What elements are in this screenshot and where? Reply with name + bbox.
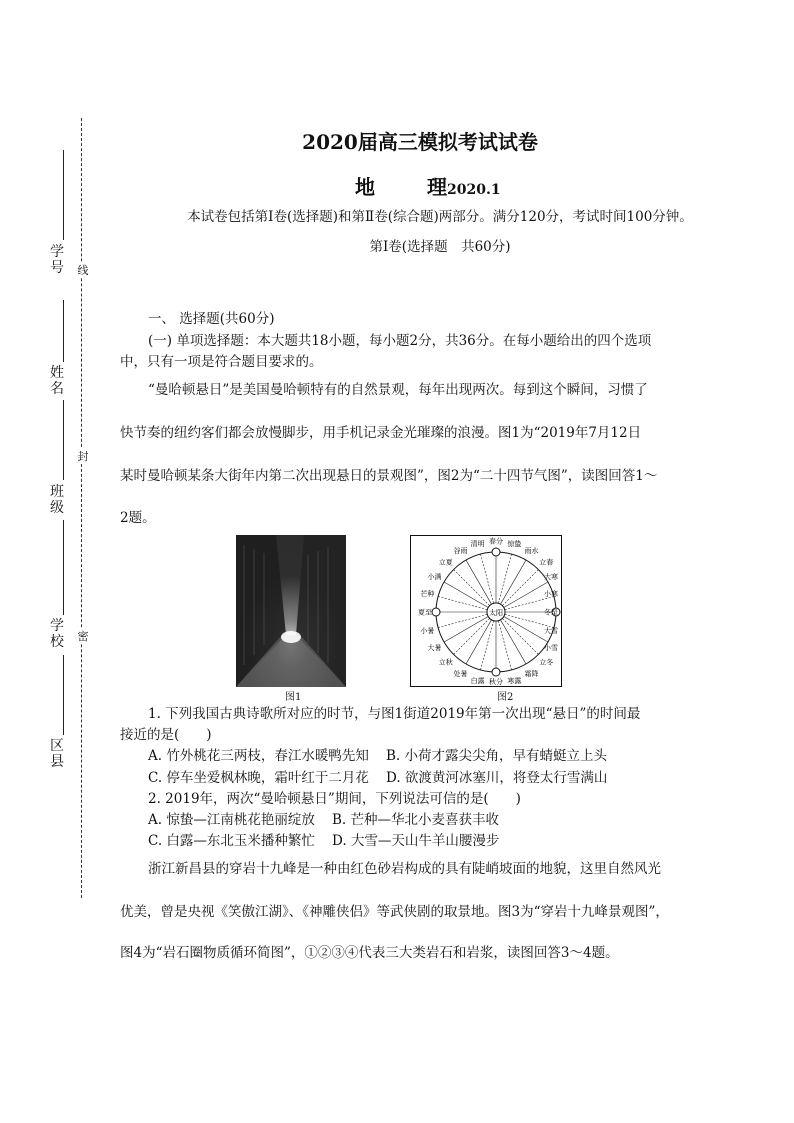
- term-spoke: [501, 620, 527, 664]
- term-label: 立夏: [438, 558, 453, 567]
- term-label: 寒露: [507, 677, 522, 686]
- term-spoke: [502, 570, 538, 606]
- passage1-line-4: 2题。: [120, 510, 156, 526]
- term-spoke: [438, 614, 487, 627]
- q1-option-a: A. 竹外桃花三两枝，春江水暖鸭先知: [148, 748, 369, 764]
- term-label: 冬至: [544, 608, 558, 617]
- term-spoke: [444, 617, 488, 643]
- q2-option-d: D. 大雪—天山牛羊山腰漫步: [332, 833, 500, 849]
- figure-1-photo: [236, 535, 346, 687]
- term-spoke: [480, 621, 493, 670]
- q1-stem-1: 1. 下列我国古典诗歌所对应的时节，与图1街道2019年第一次出现“悬日”的时间最: [148, 706, 641, 722]
- name-underline-lower: [63, 400, 64, 480]
- term-label: 立秋: [438, 658, 453, 667]
- subject-char-1: 地: [355, 175, 375, 199]
- term-label: 谷雨: [453, 547, 468, 556]
- passage2-line-3: 图4为“岩石圈物质循环简图”，①②③④代表三大类岩石和岩浆，读图回答3～4题。: [120, 945, 619, 961]
- earth-position-marker: [492, 548, 500, 556]
- term-spoke: [504, 617, 548, 643]
- figure-2-caption: 图2: [497, 692, 514, 703]
- term-label: 立春: [539, 558, 554, 567]
- term-spoke: [454, 570, 490, 606]
- term-label: 惊蛰: [507, 539, 522, 548]
- q2-option-a: A. 惊蛰—江南桃花艳丽绽放: [148, 812, 315, 828]
- exam-intro: 本试卷包括第Ⅰ卷(选择题)和第Ⅱ卷(综合题)两部分。满分120分，考试时间100分钟。: [187, 209, 693, 225]
- passage1-line-2: 快节奏的纽约客们都会放慢脚步，用手机记录金光璀璨的浪漫。图1为“2019年7月12日: [120, 425, 642, 441]
- section-heading: 一、 选择题(共60分): [148, 311, 275, 327]
- earth-position-marker: [432, 608, 440, 616]
- term-label: 处暑: [453, 669, 468, 678]
- passage1-line-3: 某时曼哈顿某条大街年内第二次出现悬日的景观图”，图2为“二十四节气图”，读图回答1～: [120, 468, 658, 484]
- term-label: 芒种: [420, 590, 435, 599]
- passage2-line-2: 优美，曾是央视《笑傲江湖》、《神雕侠侣》等武侠剧的取景地。图3为“穿岩十九峰景观图”，: [120, 904, 669, 920]
- q1-option-d: D. 欲渡黄河冰塞川，将登太行雪满山: [386, 770, 608, 786]
- q2-stem-1: 2. 2019年，两次“曼哈顿悬日”期间，下列说法可信的是( ): [148, 791, 521, 807]
- term-label: 霜降: [524, 669, 539, 678]
- seal-char-seal: 封: [77, 450, 89, 463]
- term-spoke: [498, 621, 511, 670]
- term-label: 清明: [470, 539, 485, 548]
- term-label: 白露: [470, 677, 485, 686]
- figure-2-diagram: [410, 535, 562, 687]
- term-label: 小暑: [420, 626, 435, 635]
- figure-1-caption: 图1: [285, 692, 302, 703]
- subject-heading: [355, 171, 501, 200]
- name-label: 姓名: [50, 365, 64, 397]
- exam-title: 2020届高三模拟考试试卷: [302, 130, 538, 154]
- q1-option-b: B. 小荷才露尖尖角，早有蜻蜓立上头: [386, 748, 608, 764]
- term-label: 大寒: [544, 573, 558, 581]
- seal-char-line: 线: [77, 264, 89, 277]
- solar-terms-wheel: [410, 535, 562, 687]
- term-label: 夏至: [418, 608, 432, 617]
- district-label: 区县: [50, 738, 64, 770]
- term-label: 春分: [489, 537, 503, 546]
- term-spoke: [504, 582, 548, 608]
- term-label: 大雪: [544, 626, 558, 635]
- term-label: 大暑: [427, 644, 442, 652]
- earth-position-marker: [492, 668, 500, 676]
- q1-option-c: C. 停车坐爱枫林晚，霜叶红于二月花: [148, 770, 369, 786]
- school-underline: [63, 655, 64, 735]
- passage2-line-1: 浙江新昌县的穿岩十九峰是一种由红色砂岩构成的具有陡峭坡面的地貌，这里自然风光: [148, 861, 661, 877]
- school-label: 学校: [50, 618, 64, 650]
- term-spoke: [498, 554, 511, 603]
- seal-char-secret: 密: [77, 630, 89, 643]
- term-spoke: [501, 560, 527, 604]
- binding-margin: [0, 0, 100, 1123]
- student-id-underline: [63, 150, 64, 240]
- passage1-line-1: “曼哈顿悬日”是美国曼哈顿特有的自然景观，每年出现两次。每到这个瞬间，习惯了: [148, 382, 648, 398]
- term-spoke: [466, 620, 492, 664]
- sun-label: 太阳: [489, 609, 503, 617]
- term-spoke: [438, 596, 487, 609]
- term-spoke: [502, 618, 538, 654]
- binding-dashed-line: [81, 118, 82, 898]
- name-underline: [63, 300, 64, 362]
- class-underline: [63, 520, 64, 615]
- term-label: 立冬: [539, 658, 554, 667]
- term-label: 小满: [427, 573, 442, 581]
- term-label: 小寒: [544, 590, 558, 599]
- section-instruction-2: 中，只有一项是符合题目要求的。: [120, 354, 323, 370]
- part1-heading: 第Ⅰ卷(选择题 共60分): [369, 239, 511, 255]
- term-label: 秋分: [489, 678, 503, 686]
- term-spoke: [454, 618, 490, 654]
- term-spoke: [480, 554, 493, 603]
- q2-option-c: C. 白露—东北玉米播种繁忙: [148, 833, 315, 849]
- student-id-label: 学号: [50, 244, 64, 276]
- term-label: 雨水: [524, 547, 539, 556]
- q1-stem-2: 接近的是( ): [120, 727, 212, 743]
- section-instruction-1: (一) 单项选择题：本大题共18小题，每小题2分，共36分。在每小题给出的四个选项: [148, 333, 652, 349]
- exam-date: 2020.1: [447, 182, 501, 198]
- term-label: 小雪: [544, 644, 558, 652]
- term-spoke: [466, 560, 492, 604]
- subject-char-2: 理: [427, 175, 447, 199]
- class-label: 班级: [50, 484, 64, 516]
- term-spoke: [444, 582, 488, 608]
- q2-option-b: B. 芒种—华北小麦喜获丰收: [332, 812, 500, 828]
